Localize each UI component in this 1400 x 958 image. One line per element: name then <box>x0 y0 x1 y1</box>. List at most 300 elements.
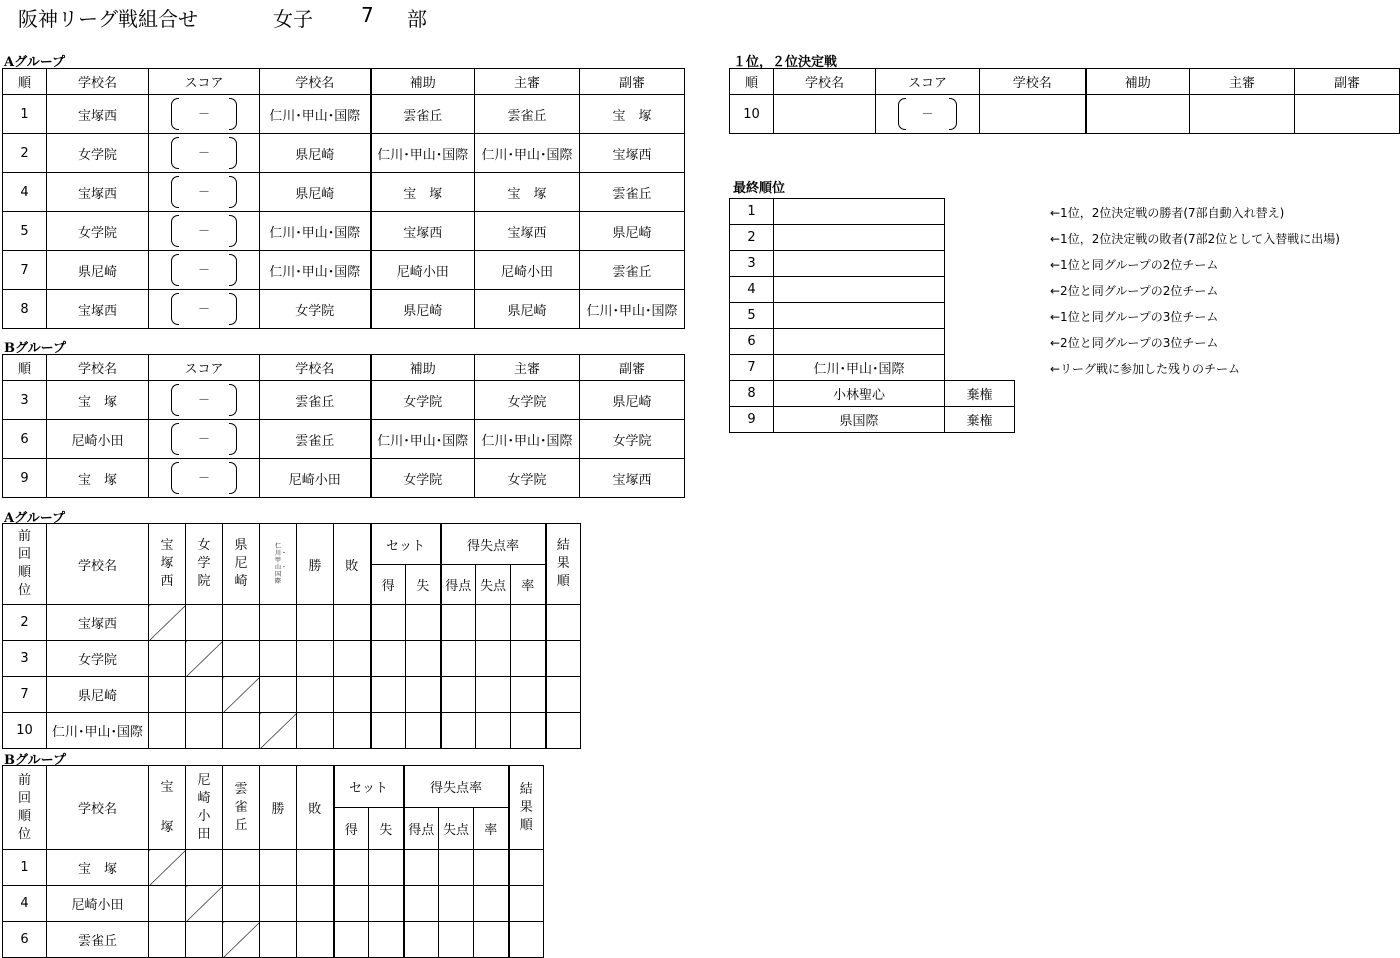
aux: 県尼崎 <box>371 290 475 329</box>
table-row <box>3 641 581 677</box>
set-win-header: 得 <box>371 565 406 605</box>
standing-row <box>730 355 1015 381</box>
standing-row <box>730 303 1015 329</box>
prev-rank: 6 <box>3 922 47 958</box>
sub-referee-field[interactable] <box>1295 95 1400 134</box>
col-school: 学校名 <box>260 355 371 381</box>
table-row <box>3 850 544 886</box>
set-loss-cell[interactable] <box>406 713 441 749</box>
match-row <box>730 95 1400 134</box>
col-order: 順 <box>3 69 47 95</box>
referee: 雲雀丘 <box>475 95 580 134</box>
match-row <box>3 173 685 212</box>
ratio-cell[interactable] <box>474 922 509 958</box>
group-a-standings-table <box>2 523 581 749</box>
referee: 女学院 <box>475 459 580 498</box>
result-cell[interactable] <box>186 605 223 641</box>
col-aux: 補助 <box>371 355 475 381</box>
final-match-table <box>729 68 1400 134</box>
col-school: 学校名 <box>47 355 149 381</box>
extra <box>945 199 1015 225</box>
result-rank-cell[interactable] <box>546 641 581 677</box>
loss-cell[interactable] <box>334 605 371 641</box>
score-dash: － <box>197 184 211 199</box>
set-loss-header: 失 <box>406 565 441 605</box>
score-dash: － <box>197 262 211 277</box>
opponent-header: 仁川・甲山・国際 <box>260 524 297 605</box>
col-aux: 補助 <box>1086 69 1190 95</box>
match-row <box>3 459 685 498</box>
category-label: 女子 <box>273 7 313 31</box>
points-for-cell[interactable] <box>441 605 476 641</box>
team-2-field[interactable] <box>980 95 1086 134</box>
prev-rank-header: 前回順位 <box>3 766 47 850</box>
referee: 県尼崎 <box>475 290 580 329</box>
table-row <box>3 713 581 749</box>
aux: 宝 塚 <box>371 173 475 212</box>
team-name: 県国際 <box>774 407 945 433</box>
col-school: 学校名 <box>980 69 1086 95</box>
sub-referee: 宝塚西 <box>580 134 685 173</box>
result-cell[interactable] <box>223 605 260 641</box>
points-for-cell[interactable] <box>404 886 439 922</box>
prev-rank: 2 <box>3 605 47 641</box>
match-order: 5 <box>3 212 47 251</box>
team-2: 雲雀丘 <box>260 420 371 459</box>
referee: 宝塚西 <box>475 212 580 251</box>
win-cell[interactable] <box>260 922 297 958</box>
team-field[interactable] <box>774 277 945 303</box>
points-against-cell[interactable] <box>476 641 511 677</box>
team-1-field[interactable] <box>774 95 876 134</box>
prev-rank: 3 <box>3 641 47 677</box>
score-input[interactable] <box>149 95 260 134</box>
score-input[interactable] <box>149 459 260 498</box>
result-cell[interactable] <box>260 641 297 677</box>
ratio-cell[interactable] <box>511 713 546 749</box>
set-win-header: 得 <box>334 808 369 850</box>
result-header: 結果順 <box>546 524 581 605</box>
result-cell[interactable] <box>223 641 260 677</box>
team-name: 県尼崎 <box>47 677 149 713</box>
sub-referee: 仁川･甲山･国際 <box>580 290 685 329</box>
set-win-cell[interactable] <box>371 605 406 641</box>
col-referee: 主審 <box>475 69 580 95</box>
set-loss-cell[interactable] <box>369 922 404 958</box>
win-cell[interactable] <box>297 641 334 677</box>
score-input[interactable] <box>149 251 260 290</box>
team-name: 宝塚西 <box>47 605 149 641</box>
win-cell[interactable] <box>260 886 297 922</box>
match-order: 10 <box>730 95 774 134</box>
team-1: 宝 塚 <box>47 459 149 498</box>
ratio-subheader: 率 <box>511 565 546 605</box>
ratio-cell[interactable] <box>511 605 546 641</box>
points-against-cell[interactable] <box>439 850 474 886</box>
score-input[interactable] <box>149 381 260 420</box>
group-b-matches-label: Bグループ <box>4 341 66 356</box>
col-school: 学校名 <box>774 69 876 95</box>
referee: 仁川･甲山･国際 <box>475 134 580 173</box>
result-cell[interactable] <box>186 922 223 958</box>
match-order: 9 <box>3 459 47 498</box>
standing-row <box>730 251 1015 277</box>
rank: 2 <box>730 225 774 251</box>
division-suffix: 部 <box>407 7 427 31</box>
points-for-cell[interactable] <box>404 922 439 958</box>
col-score: スコア <box>149 69 260 95</box>
result-cell[interactable] <box>186 713 223 749</box>
standing-row <box>730 199 1015 225</box>
points-for-cell[interactable] <box>441 713 476 749</box>
team-2: 仁川･甲山･国際 <box>260 251 371 290</box>
match-row <box>3 381 685 420</box>
points-against-cell[interactable] <box>476 605 511 641</box>
extra <box>945 355 1015 381</box>
table-row <box>3 886 544 922</box>
points-against-cell[interactable] <box>476 677 511 713</box>
referee-field[interactable] <box>1190 95 1295 134</box>
result-cell[interactable] <box>260 677 297 713</box>
standing-note: ←2位と同グループの2位チーム <box>1050 284 1219 298</box>
score-dash: － <box>197 106 211 121</box>
final-standings-label: 最終順位 <box>733 181 786 196</box>
forfeit-label: 棄権 <box>945 407 1015 433</box>
result-cell[interactable] <box>260 605 297 641</box>
team-1: 宝塚西 <box>47 95 149 134</box>
referee: 尼崎小田 <box>475 251 580 290</box>
header-row <box>3 766 544 808</box>
score-dash: － <box>197 470 211 485</box>
header-row <box>730 69 1400 95</box>
table-row <box>3 605 581 641</box>
result-cell[interactable] <box>223 886 260 922</box>
loss-cell[interactable] <box>334 641 371 677</box>
aux-field[interactable] <box>1086 95 1190 134</box>
ratio-cell[interactable] <box>474 850 509 886</box>
team-field[interactable] <box>774 303 945 329</box>
col-sub-referee: 副審 <box>580 69 685 95</box>
header-row <box>3 69 685 95</box>
col-order: 順 <box>730 69 774 95</box>
set-win-cell[interactable] <box>334 886 369 922</box>
score-input[interactable] <box>149 290 260 329</box>
set-win-cell[interactable] <box>334 850 369 886</box>
team-field[interactable] <box>774 329 945 355</box>
sub-referee: 雲雀丘 <box>580 173 685 212</box>
team-2: 女学院 <box>260 290 371 329</box>
points-for-header: 得点 <box>404 808 439 850</box>
team-2: 仁川･甲山･国際 <box>260 95 371 134</box>
group-a-matches-label: Aグループ <box>4 55 66 70</box>
sub-referee: 雲雀丘 <box>580 251 685 290</box>
aux: 雲雀丘 <box>371 95 475 134</box>
group-b-standings-table <box>2 765 544 958</box>
extra <box>945 251 1015 277</box>
table-row <box>3 677 581 713</box>
points-against-cell[interactable] <box>439 922 474 958</box>
result-cell[interactable] <box>186 850 223 886</box>
team-2: 県尼崎 <box>260 134 371 173</box>
points-for-cell[interactable] <box>404 850 439 886</box>
match-order: 8 <box>3 290 47 329</box>
rank: 5 <box>730 303 774 329</box>
result-rank-cell[interactable] <box>509 922 544 958</box>
team-1: 尼崎小田 <box>47 420 149 459</box>
team-2: 雲雀丘 <box>260 381 371 420</box>
match-order: 1 <box>3 95 47 134</box>
set-win-cell[interactable] <box>371 713 406 749</box>
opponent-header: 宝塚 <box>149 766 186 850</box>
set-header: セット <box>334 766 404 808</box>
score-dash: － <box>197 223 211 238</box>
match-order: 2 <box>3 134 47 173</box>
score-dash: － <box>197 145 211 160</box>
match-order: 6 <box>3 420 47 459</box>
team-name: 仁川･甲山･国際 <box>774 355 945 381</box>
team-1: 宝 塚 <box>47 381 149 420</box>
aux: 女学院 <box>371 459 475 498</box>
result-cell[interactable] <box>149 922 186 958</box>
score-dash: － <box>197 431 211 446</box>
result-rank-cell[interactable] <box>509 850 544 886</box>
rank: 7 <box>730 355 774 381</box>
result-rank-cell[interactable] <box>546 713 581 749</box>
aux: 女学院 <box>371 381 475 420</box>
col-school: 学校名 <box>260 69 371 95</box>
score-dash: － <box>921 106 934 121</box>
sub-referee: 県尼崎 <box>580 381 685 420</box>
set-loss-cell[interactable] <box>369 850 404 886</box>
points-against-header: 失点 <box>439 808 474 850</box>
col-aux: 補助 <box>371 69 475 95</box>
loss-cell[interactable] <box>297 922 334 958</box>
opponent-header: 宝塚西 <box>149 524 186 605</box>
final-match-label: １位，２位決定戦 <box>733 55 838 70</box>
group-a-match-table <box>2 68 685 329</box>
set-loss-cell[interactable] <box>369 886 404 922</box>
points-for-cell[interactable] <box>441 677 476 713</box>
points-for-cell[interactable] <box>441 641 476 677</box>
diagonal-cell <box>223 677 260 713</box>
rank: 3 <box>730 251 774 277</box>
opponent-header: 尼崎小田 <box>186 766 223 850</box>
set-loss-cell[interactable] <box>406 677 441 713</box>
rank: 8 <box>730 381 774 407</box>
team-1: 女学院 <box>47 212 149 251</box>
team-name: 宝 塚 <box>47 850 149 886</box>
final-standings-table <box>729 198 1015 433</box>
prev-rank: 1 <box>3 850 47 886</box>
sub-referee: 女学院 <box>580 420 685 459</box>
points-for-header: 得点 <box>441 565 476 605</box>
standing-note: ←1位，2位決定戦の勝者(7部自動入れ替え) <box>1050 206 1285 220</box>
group-a-table-label: Aグループ <box>4 511 66 526</box>
diagonal-cell <box>149 605 186 641</box>
standing-note: ←1位と同グループの2位チーム <box>1050 258 1219 272</box>
standing-row <box>730 381 1015 407</box>
standing-row <box>730 277 1015 303</box>
aux: 尼崎小田 <box>371 251 475 290</box>
match-row <box>3 290 685 329</box>
page-title: 阪神リーグ戦組合せ <box>18 7 198 31</box>
match-row <box>3 95 685 134</box>
aux: 宝塚西 <box>371 212 475 251</box>
score-input[interactable] <box>149 134 260 173</box>
win-cell[interactable] <box>260 850 297 886</box>
set-header: セット <box>371 524 441 565</box>
result-cell[interactable] <box>223 713 260 749</box>
match-order: 7 <box>3 251 47 290</box>
diagonal-cell <box>186 886 223 922</box>
team-1: 県尼崎 <box>47 251 149 290</box>
col-sub-referee: 副審 <box>580 355 685 381</box>
points-against-cell[interactable] <box>476 713 511 749</box>
result-cell[interactable] <box>149 641 186 677</box>
prev-rank: 4 <box>3 886 47 922</box>
team-name: 仁川･甲山･国際 <box>47 713 149 749</box>
diagonal-cell <box>149 850 186 886</box>
rank: 1 <box>730 199 774 225</box>
team-field[interactable] <box>774 199 945 225</box>
diagonal-cell <box>260 713 297 749</box>
diagonal-cell <box>223 922 260 958</box>
header-row <box>3 524 581 565</box>
team-1: 宝塚西 <box>47 173 149 212</box>
col-school: 学校名 <box>47 69 149 95</box>
result-rank-cell[interactable] <box>509 886 544 922</box>
team-2: 尼崎小田 <box>260 459 371 498</box>
match-row <box>3 420 685 459</box>
points-against-cell[interactable] <box>439 886 474 922</box>
rank: 6 <box>730 329 774 355</box>
group-b-table-label: Bグループ <box>4 753 66 768</box>
score-input[interactable] <box>876 95 980 134</box>
ratio-cell[interactable] <box>511 677 546 713</box>
set-win-cell[interactable] <box>334 922 369 958</box>
team-name: 小林聖心 <box>774 381 945 407</box>
ratio-cell[interactable] <box>474 886 509 922</box>
extra <box>945 277 1015 303</box>
col-sub-referee: 副審 <box>1295 69 1400 95</box>
table-row <box>3 922 544 958</box>
set-loss-cell[interactable] <box>406 641 441 677</box>
school-header: 学校名 <box>47 766 149 850</box>
standing-row <box>730 329 1015 355</box>
header-row <box>3 355 685 381</box>
team-field[interactable] <box>774 225 945 251</box>
result-header: 結果順 <box>509 766 544 850</box>
team-name: 雲雀丘 <box>47 922 149 958</box>
ratio-cell[interactable] <box>511 641 546 677</box>
match-row <box>3 134 685 173</box>
set-loss-header: 失 <box>369 808 404 850</box>
points-against-header: 失点 <box>476 565 511 605</box>
col-score: スコア <box>149 355 260 381</box>
col-score: スコア <box>876 69 980 95</box>
extra <box>945 329 1015 355</box>
loss-cell[interactable] <box>334 677 371 713</box>
score-input[interactable] <box>149 173 260 212</box>
set-loss-cell[interactable] <box>406 605 441 641</box>
opponent-header: 雲雀丘 <box>223 766 260 850</box>
loss-cell[interactable] <box>297 850 334 886</box>
standing-note: ←1位と同グループの3位チーム <box>1050 310 1219 324</box>
rank: 9 <box>730 407 774 433</box>
division-number: 7 <box>361 3 374 27</box>
team-name: 尼崎小田 <box>47 886 149 922</box>
set-win-cell[interactable] <box>371 677 406 713</box>
result-cell[interactable] <box>186 677 223 713</box>
score-input[interactable] <box>149 212 260 251</box>
prev-rank: 7 <box>3 677 47 713</box>
extra <box>945 303 1015 329</box>
loss-cell[interactable] <box>297 886 334 922</box>
diagonal-cell <box>186 641 223 677</box>
sub-referee: 県尼崎 <box>580 212 685 251</box>
result-rank-cell[interactable] <box>546 605 581 641</box>
col-referee: 主審 <box>475 355 580 381</box>
team-1: 女学院 <box>47 134 149 173</box>
match-order: 4 <box>3 173 47 212</box>
prev-rank: 10 <box>3 713 47 749</box>
win-header: 勝 <box>260 766 297 850</box>
sub-referee: 宝塚西 <box>580 459 685 498</box>
loss-header: 敗 <box>334 524 371 605</box>
col-order: 順 <box>3 355 47 381</box>
sub-referee: 宝 塚 <box>580 95 685 134</box>
score-input[interactable] <box>149 420 260 459</box>
win-header: 勝 <box>297 524 334 605</box>
col-referee: 主審 <box>1190 69 1295 95</box>
standing-row <box>730 407 1015 433</box>
win-cell[interactable] <box>297 677 334 713</box>
ratio-subheader: 率 <box>474 808 509 850</box>
result-cell[interactable] <box>149 677 186 713</box>
set-win-cell[interactable] <box>371 641 406 677</box>
win-cell[interactable] <box>297 605 334 641</box>
forfeit-label: 棄権 <box>945 381 1015 407</box>
aux: 仁川･甲山･国際 <box>371 134 475 173</box>
ratio-header: 得失点率 <box>404 766 509 808</box>
loss-cell[interactable] <box>334 713 371 749</box>
team-name: 女学院 <box>47 641 149 677</box>
opponent-header: 県尼崎 <box>223 524 260 605</box>
result-cell[interactable] <box>149 713 186 749</box>
opponent-header: 女学院 <box>186 524 223 605</box>
match-row <box>3 212 685 251</box>
team-field[interactable] <box>774 251 945 277</box>
win-cell[interactable] <box>297 713 334 749</box>
rank: 4 <box>730 277 774 303</box>
referee: 仁川･甲山･国際 <box>475 420 580 459</box>
group-b-match-table <box>2 354 685 498</box>
extra <box>945 225 1015 251</box>
standing-row <box>730 225 1015 251</box>
loss-header: 敗 <box>297 766 334 850</box>
score-dash: － <box>197 301 211 316</box>
result-cell[interactable] <box>149 886 186 922</box>
result-cell[interactable] <box>223 850 260 886</box>
standing-note: ←リーグ戦に参加した残りのチーム <box>1050 362 1241 376</box>
prev-rank-header: 前回順位 <box>3 524 47 605</box>
match-row <box>3 251 685 290</box>
ratio-header: 得失点率 <box>441 524 546 565</box>
referee: 宝 塚 <box>475 173 580 212</box>
standing-note: ←1位，2位決定戦の敗者(7部2位として入替戦に出場) <box>1050 232 1340 246</box>
result-rank-cell[interactable] <box>546 677 581 713</box>
standing-note: ←2位と同グループの3位チーム <box>1050 336 1219 350</box>
